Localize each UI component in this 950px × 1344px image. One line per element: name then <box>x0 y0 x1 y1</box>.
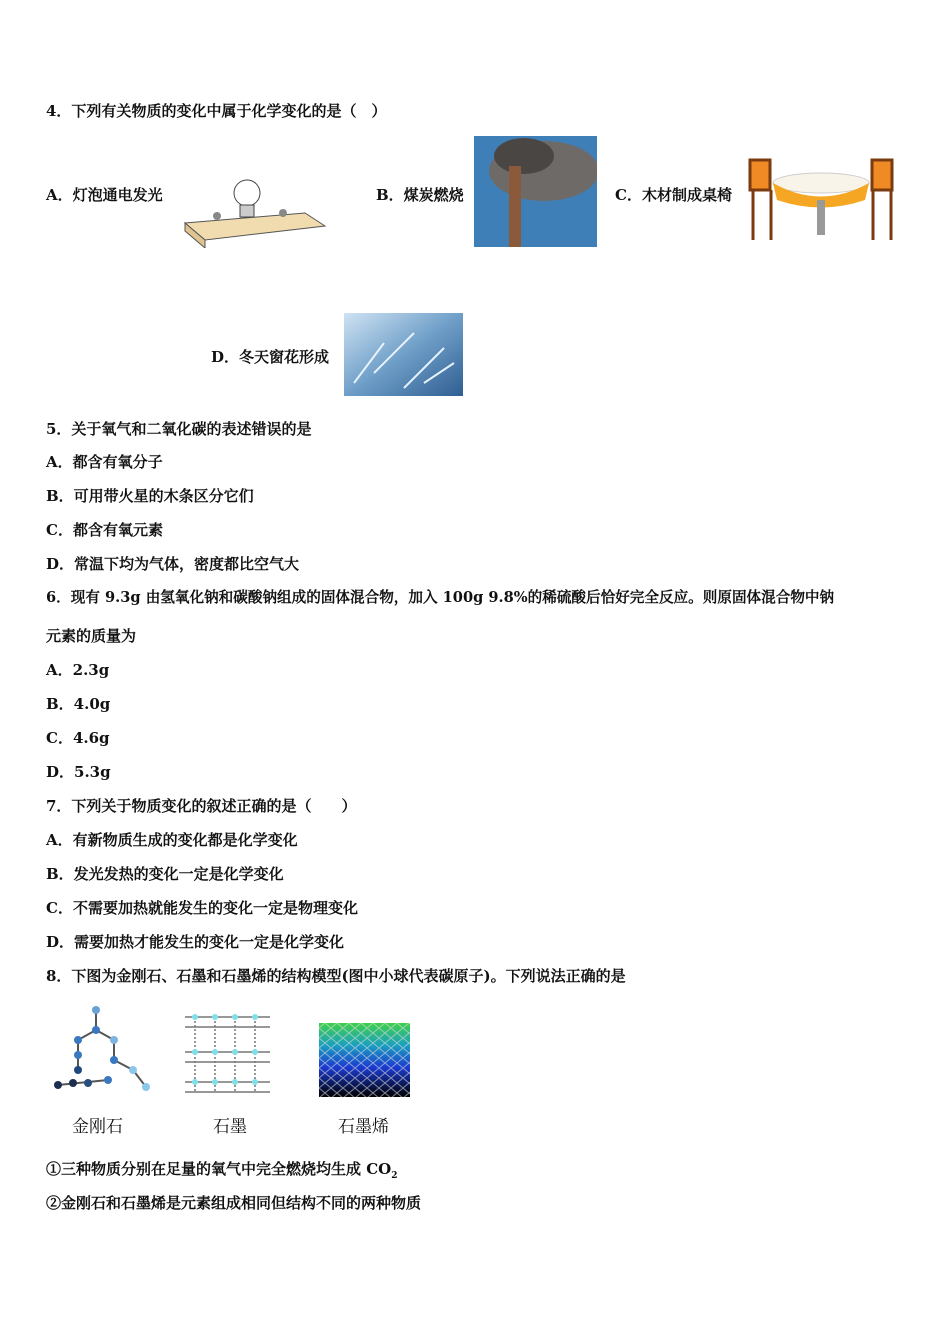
diamond-structure-image <box>48 1005 150 1095</box>
table-chairs-image <box>745 155 897 245</box>
q5-option-d: D．常温下均为气体，密度都比空气大 <box>46 555 300 573</box>
graphene-structure-image <box>319 1023 410 1097</box>
q6-option-a: A．2.3g <box>46 661 110 679</box>
light-bulb-image <box>175 168 327 248</box>
graphite-structure-image <box>180 1007 275 1097</box>
q6-option-c: C．4.6g <box>46 729 110 747</box>
statement-1-text: ①三种物质分别在足量的氧气中完全燃烧均生成 CO <box>46 1160 392 1178</box>
subscript-2: 2 <box>391 1171 398 1181</box>
caption-graphene: 石墨烯 <box>338 1117 389 1137</box>
q6-option-b: B．4.0g <box>46 695 111 713</box>
q7-option-b: B．发光发热的变化一定是化学变化 <box>46 865 284 883</box>
caption-graphite: 石墨 <box>213 1117 247 1137</box>
q5-stem: 5．关于氧气和二氧化碳的表述错误的是 <box>46 420 312 438</box>
q4-option-c: C．木材制成桌椅 <box>615 186 732 204</box>
q7-option-a: A．有新物质生成的变化都是化学变化 <box>46 831 298 849</box>
q8-stem: 8．下图为金刚石、石墨和石墨烯的结构模型(图中小球代表碳原子)。下列说法正确的是 <box>46 967 626 985</box>
q4-option-a: A．灯泡通电发光 <box>46 186 163 204</box>
q4-option-d: D．冬天窗花形成 <box>211 348 330 366</box>
q6-option-d: D．5.3g <box>46 763 111 781</box>
caption-diamond: 金刚石 <box>72 1117 123 1137</box>
q5-option-c: C．都含有氧元素 <box>46 521 163 539</box>
q6-stem-line2: 元素的质量为 <box>46 627 137 645</box>
frost-window-image <box>344 313 463 396</box>
q6-stem-line1: 6．现有 9.3g 由氢氧化钠和碳酸钠组成的固体混合物，加入 100g 9.8%的稀硫酸后恰好完全反应。则原固体混合物中钠 <box>46 589 835 606</box>
q7-stem: 7．下列关于物质变化的叙述正确的是（ ） <box>46 797 357 815</box>
q8-statement-2: ②金刚石和石墨烯是元素组成相同但结构不同的两种物质 <box>46 1194 422 1212</box>
q7-option-d: D．需要加热才能发生的变化一定是化学变化 <box>46 933 345 951</box>
q4-option-b: B．煤炭燃烧 <box>376 186 464 204</box>
q5-option-b: B．可用带火星的木条区分它们 <box>46 487 254 505</box>
q5-option-a: A．都含有氧分子 <box>46 453 163 471</box>
q4-stem: 4．下列有关物质的变化中属于化学变化的是（ ） <box>46 102 387 120</box>
q7-option-c: C．不需要加热就能发生的变化一定是物理变化 <box>46 899 358 917</box>
coal-burning-image <box>474 136 597 247</box>
q8-statement-1 <box>46 1159 398 1186</box>
